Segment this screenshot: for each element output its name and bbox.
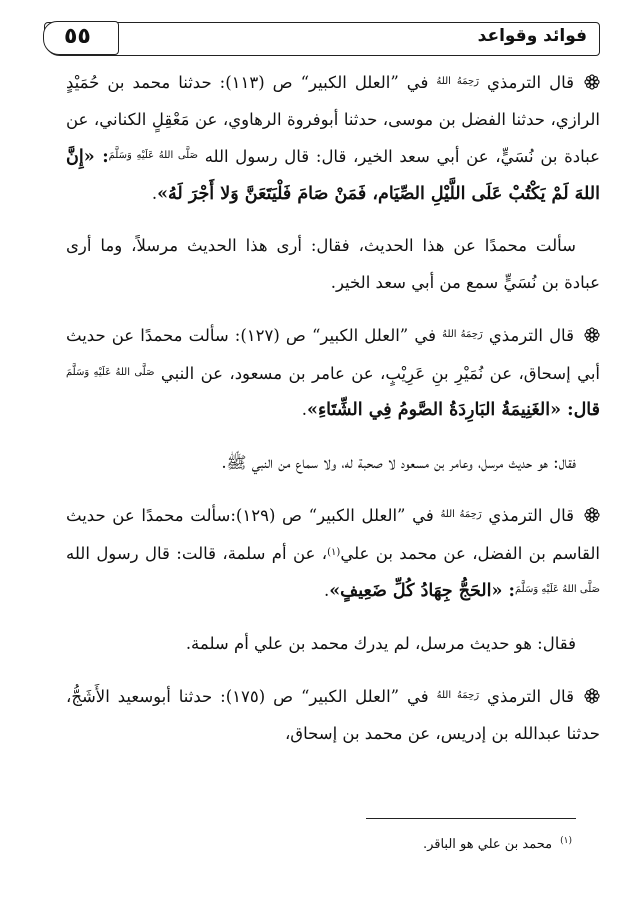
honorific: صَلَّى اللهُ عَلَيْهِ وَسَلَّمَ: [515, 584, 600, 595]
footnote-divider: [366, 818, 576, 819]
entry-text: قال الترمذي: [479, 687, 574, 706]
page-body: [66, 64, 600, 768]
entry-text: قال الترمذي: [482, 326, 574, 345]
header-title: فوائد وقواعد: [477, 26, 587, 46]
hadith-text: : «الحَجُّ جِهَادُ كُلِّ ضَعِيفٍ»: [329, 581, 515, 601]
footnote-text: محمد بن علي هو الباقر.: [422, 837, 553, 852]
footnote: [423, 836, 572, 852]
footnote-reference[interactable]: (١): [327, 546, 341, 558]
entry-paragraph: [66, 64, 600, 212]
honorific: رَحِمَهُ اللهُ: [436, 690, 480, 701]
honorific: صَلَّى اللهُ عَلَيْهِ وَسَلَّمَ: [66, 366, 155, 378]
entry-text: .: [323, 581, 330, 600]
page-number-box: [43, 21, 119, 55]
answer-paragraph: فقال: هو حديث مرسل، لم يدرك محمد بن علي أم سلمة.: [185, 633, 576, 653]
entry-text: .: [151, 183, 158, 203]
page-number: ٥٥: [64, 24, 91, 49]
entry-text: قال الترمذي: [481, 506, 574, 525]
footnote-number: (١): [560, 836, 572, 846]
entry-paragraph: [66, 317, 600, 429]
entry-text: ، عن أم سلمة، قالت: قال رسول الله: [66, 543, 328, 563]
entry-paragraph: [66, 678, 600, 752]
entry-text: .: [301, 400, 308, 419]
running-header: [44, 22, 600, 56]
entry-text: في ”العلل الكبير“ ص (١٢٩):سألت محمدًا عن حديث القاسم بن الفضل، عن محمد بن علي: [66, 506, 601, 563]
entry-text: في ”العلل الكبير“ ص (١٢٧): سألت محمدًا عن حديث أبي إسحاق، عن نُمَيْرِ بنِ عَرِيْبٍ، عن عامر بن مسعود، عن النبي: [66, 326, 600, 383]
entry-text: في ”العلل الكبير“ ص (١١٣): حدثنا محمد بن حُمَيْدٍ الرازي، حدثنا الفضل بن موسى، حدثنا أبوفروة الرهاوي، عن مَعْقِلٍ الكناني، عن عبادة بن نُسَيٍّ، عن أبي سعد الخير، قال: قال رسول الله: [66, 73, 601, 166]
honorific: رَحِمَهُ اللهُ: [440, 509, 482, 520]
flower-ornament-icon: [584, 74, 600, 90]
flower-ornament-icon: [584, 507, 600, 523]
answer-paragraph: فقال: هو حديث مرسل، وعامر بن مسعود لا صحبة له، ولا سماع من النبي ﷺ.: [221, 452, 576, 472]
honorific: صَلَّى اللهُ عَلَيْهِ وَسَلَّمَ: [108, 150, 198, 161]
hadith-text: : «إِنَّ اللهَ لَمْ يَكْتُبْ عَلَى اللَّيْلِ الصِّيَام، فَمَنْ صَامَ فَلْيَتَعَنَّ وَلا أَجْرَ لَهُ»: [66, 147, 600, 204]
entry-paragraph: [66, 497, 600, 610]
flower-ornament-icon: [584, 327, 600, 343]
entry-text: في ”العلل الكبير“ ص (١٧٥): حدثنا أبوسعيد الأَشَجُّ، حدثنا عبدالله بن إدريس، عن محمد بن إسحاق،: [66, 687, 600, 743]
hadith-text: قال: «الغَنِيمَةُ البَارِدَةُ الصَّومُ فِي الشِّتَاءِ»: [307, 400, 600, 420]
honorific: رَحِمَهُ اللهُ: [436, 76, 479, 87]
entry-text: قال الترمذي: [478, 73, 574, 92]
honorific: رَحِمَهُ اللهُ: [442, 329, 483, 340]
flower-ornament-icon: [584, 688, 600, 704]
answer-paragraph: سألت محمدًا عن هذا الحديث، فقال: أرى هذا الحديث مرسلاً، وما أرى عبادة بن نُسَيٍّ سمع من أبي سعد الخير.: [66, 236, 600, 292]
